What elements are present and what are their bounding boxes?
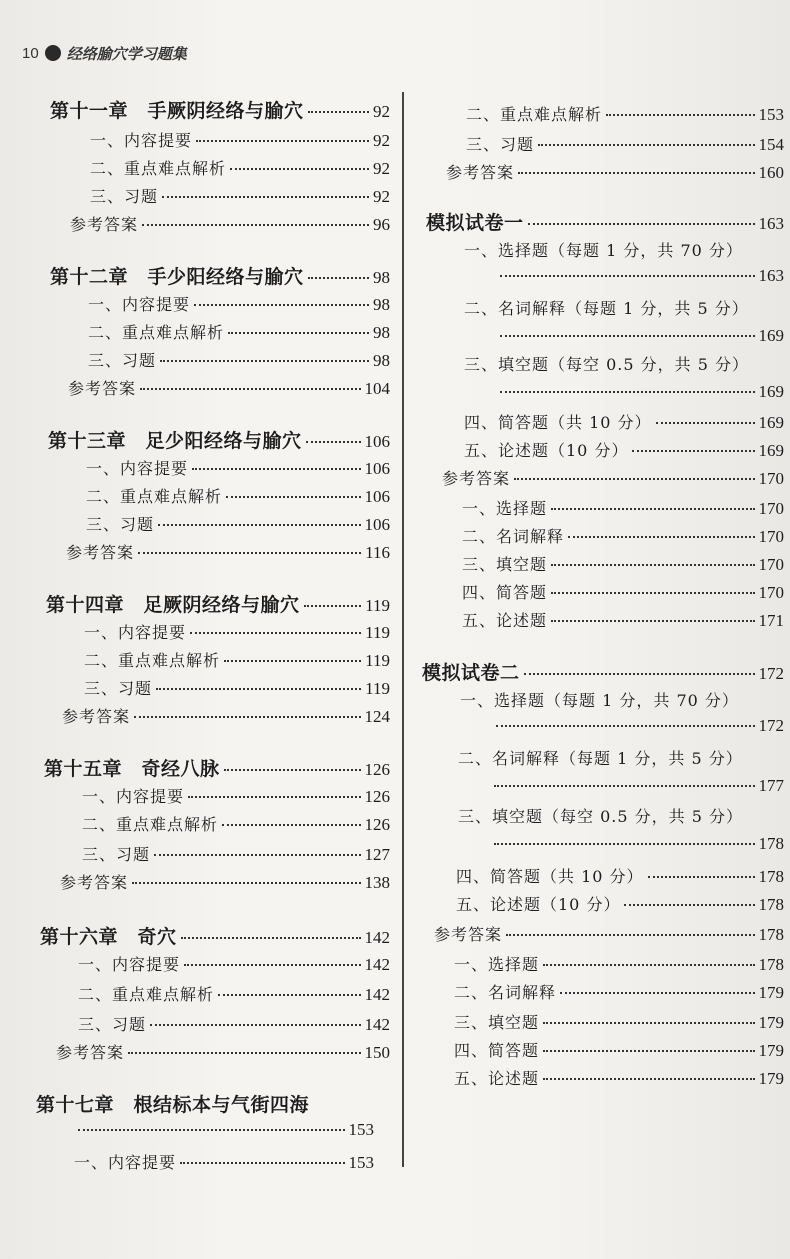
- dot-leader: [162, 196, 369, 198]
- toc-chapter: [422, 658, 784, 685]
- toc-section: [78, 952, 390, 975]
- dot-leader: [524, 673, 755, 675]
- toc-section: [86, 512, 390, 535]
- toc-page-number: 179: [758, 1013, 784, 1032]
- dot-leader: [568, 536, 754, 538]
- toc-section: [464, 410, 784, 433]
- toc-page-number: 170: [758, 527, 784, 546]
- toc-section: [458, 804, 784, 827]
- toc-page-number: 178: [758, 834, 784, 853]
- toc-label: 一、内容提要: [90, 131, 193, 150]
- toc-label: 一、内容提要: [78, 955, 181, 974]
- toc-label: 二、名词解释: [462, 527, 565, 546]
- toc-section-continuation: [500, 382, 784, 402]
- toc-label: 二、重点难点解析: [82, 815, 219, 834]
- toc-label: 参考答案: [442, 469, 511, 488]
- dot-leader: [154, 854, 360, 856]
- dot-leader: [192, 468, 360, 470]
- toc-page-number: 154: [758, 135, 784, 154]
- toc-page-number: 178: [758, 955, 784, 974]
- dot-leader: [518, 172, 754, 174]
- toc-page-number: 172: [758, 716, 784, 735]
- toc-section: [74, 1150, 374, 1173]
- toc-section: [464, 238, 784, 261]
- toc-section: [466, 132, 784, 155]
- toc-page-number: 170: [758, 499, 784, 518]
- toc-section: [454, 952, 784, 975]
- toc-page-number: 119: [365, 679, 390, 698]
- toc-section: [454, 1038, 784, 1061]
- dot-leader: [132, 882, 360, 884]
- toc-page-number: 126: [364, 815, 390, 834]
- toc-label: 第十六章 奇穴: [40, 926, 177, 948]
- toc-label: 五、论述题（10 分）: [456, 895, 621, 914]
- toc-page-number: 142: [364, 1015, 390, 1034]
- toc-page-number: 169: [758, 441, 784, 460]
- toc-section: [454, 1066, 784, 1089]
- toc-page-number: 104: [364, 379, 390, 398]
- toc-page-number: 119: [365, 651, 390, 670]
- toc-section: [90, 156, 390, 179]
- toc-label: 一、内容提要: [88, 295, 191, 314]
- toc-section: [90, 128, 390, 151]
- toc-page-number: 106: [364, 432, 390, 451]
- toc-label: 二、名词解释: [454, 983, 557, 1002]
- toc-label: 五、论述题: [462, 611, 548, 630]
- toc-page-number: 142: [364, 955, 390, 974]
- toc-page-number: 116: [365, 543, 390, 562]
- toc-page-number: 170: [758, 583, 784, 602]
- toc-page-number: 179: [758, 1041, 784, 1060]
- dot-leader: [528, 223, 755, 225]
- dot-leader: [551, 592, 754, 594]
- toc-page-number: 92: [373, 159, 390, 178]
- toc-section: [82, 784, 390, 807]
- dot-leader: [138, 552, 361, 554]
- dot-leader: [500, 275, 755, 277]
- toc-answers: [70, 212, 390, 235]
- toc-section: [90, 184, 390, 207]
- toc-page-number: 106: [364, 487, 390, 506]
- dot-leader: [656, 422, 755, 424]
- toc-page-number: 153: [758, 105, 784, 124]
- toc-section: [78, 1012, 390, 1035]
- toc-chapter: [40, 922, 390, 949]
- toc-page-number: 169: [758, 326, 784, 345]
- dot-leader: [308, 277, 369, 279]
- toc-page-number: 178: [758, 925, 784, 944]
- toc-section: [466, 102, 784, 125]
- toc-section: [462, 580, 784, 603]
- toc-page-number: 163: [758, 214, 784, 233]
- toc-page-number: 126: [364, 787, 390, 806]
- toc-label: 参考答案: [66, 543, 135, 562]
- dot-leader: [494, 785, 755, 787]
- toc-chapter: [46, 590, 390, 617]
- toc-page-number: 119: [365, 623, 390, 642]
- toc-label: 三、习题: [88, 351, 157, 370]
- toc-section: [464, 352, 784, 375]
- toc-label: 第十三章 足少阳经络与腧穴: [48, 430, 302, 452]
- toc-section: [464, 438, 784, 461]
- toc-label: 参考答案: [56, 1043, 125, 1062]
- toc-label: 二、名词解释（每题 1 分，共 5 分）: [458, 749, 743, 768]
- toc-section: [456, 864, 784, 887]
- toc-page-number: 177: [758, 776, 784, 795]
- toc-label: 二、重点难点解析: [90, 159, 227, 178]
- toc-label: 三、习题: [82, 845, 151, 864]
- toc-page-number: 106: [364, 515, 390, 534]
- toc-label: 三、填空题（每空 0.5 分，共 5 分）: [464, 355, 749, 374]
- dot-leader: [551, 620, 754, 622]
- toc-label: 二、重点难点解析: [84, 651, 221, 670]
- toc-label: 一、内容提要: [86, 459, 189, 478]
- toc-page-number: 153: [348, 1153, 374, 1172]
- toc-label: 二、名词解释（每题 1 分，共 5 分）: [464, 299, 749, 318]
- toc-chapter: [426, 208, 784, 235]
- dot-leader: [624, 904, 754, 906]
- toc-section-continuation: [500, 326, 784, 346]
- toc-answers: [56, 1040, 390, 1063]
- toc-page-number: 119: [365, 596, 390, 615]
- toc-page-number: 92: [373, 131, 390, 150]
- toc-section: [454, 980, 784, 1003]
- toc-label: 一、内容提要: [82, 787, 185, 806]
- toc-chapter: [50, 96, 390, 123]
- dot-leader: [218, 994, 360, 996]
- toc-label: 第十四章 足厥阴经络与腧穴: [46, 594, 300, 616]
- dot-leader: [496, 725, 755, 727]
- toc-page-number: 153: [348, 1120, 374, 1139]
- toc-label: 二、重点难点解析: [466, 105, 603, 124]
- toc-label: 四、简答题（共 10 分）: [464, 413, 652, 432]
- toc-page-number: 142: [364, 985, 390, 1004]
- toc-right-column: [404, 0, 790, 1259]
- dot-leader: [180, 1162, 344, 1164]
- dot-leader: [156, 688, 361, 690]
- dot-leader: [128, 1052, 360, 1054]
- dot-leader: [158, 524, 360, 526]
- toc-label: 参考答案: [60, 873, 129, 892]
- toc-page-number: 170: [758, 555, 784, 574]
- toc-label: 四、简答题: [454, 1041, 540, 1060]
- toc-label: 一、内容提要: [84, 623, 187, 642]
- toc-page-number: 170: [758, 469, 784, 488]
- dot-leader: [560, 992, 754, 994]
- toc-label: 二、重点难点解析: [88, 323, 225, 342]
- toc-page-number: 98: [373, 323, 390, 342]
- toc-label: 参考答案: [446, 163, 515, 182]
- toc-page-number: 98: [373, 268, 390, 287]
- toc-page-number: 106: [364, 459, 390, 478]
- toc-answers: [446, 160, 784, 183]
- toc-section: [458, 746, 784, 769]
- toc-chapter: [48, 426, 390, 453]
- toc-page-number: 179: [758, 1069, 784, 1088]
- dot-leader: [648, 876, 755, 878]
- dot-leader: [543, 1050, 754, 1052]
- toc-label: 四、简答题（共 10 分）: [456, 867, 644, 886]
- dot-leader: [224, 660, 361, 662]
- toc-label: 五、论述题（10 分）: [464, 441, 629, 460]
- toc-page-number: 142: [364, 928, 390, 947]
- toc-page-number: 160: [758, 163, 784, 182]
- toc-section: [88, 348, 390, 371]
- toc-section: [462, 524, 784, 547]
- toc-page-number: 178: [758, 895, 784, 914]
- toc-section: [464, 296, 784, 319]
- dot-leader: [308, 111, 369, 113]
- dot-leader: [222, 824, 360, 826]
- toc-section: [86, 484, 390, 507]
- toc-chapter-continuation: [78, 1120, 374, 1140]
- toc-page-number: 163: [758, 266, 784, 285]
- toc-label: 模拟试卷二: [422, 662, 520, 684]
- toc-label: 一、内容提要: [74, 1153, 177, 1172]
- toc-page-number: 179: [758, 983, 784, 1002]
- dot-leader: [226, 496, 360, 498]
- toc-page-number: 169: [758, 413, 784, 432]
- toc-chapter: [36, 1090, 390, 1117]
- dot-leader: [506, 934, 754, 936]
- toc-section: [454, 1010, 784, 1033]
- toc-section-continuation: [494, 834, 784, 854]
- toc-section: [460, 688, 784, 711]
- toc-page-number: 92: [373, 102, 390, 121]
- toc-section-continuation: [500, 266, 784, 286]
- toc-label: 参考答案: [70, 215, 139, 234]
- toc-section: [462, 496, 784, 519]
- toc-label: 五、论述题: [454, 1069, 540, 1088]
- dot-leader: [500, 335, 755, 337]
- dot-leader: [78, 1129, 345, 1131]
- dot-leader: [188, 796, 360, 798]
- toc-label: 三、习题: [90, 187, 159, 206]
- toc-label: 参考答案: [62, 707, 131, 726]
- dot-leader: [304, 605, 362, 607]
- dot-leader: [538, 144, 754, 146]
- toc-label: 模拟试卷一: [426, 212, 524, 234]
- toc-answers: [68, 376, 390, 399]
- toc-section: [456, 892, 784, 915]
- toc-label: 三、习题: [86, 515, 155, 534]
- toc-chapter: [44, 754, 390, 781]
- toc-section: [462, 608, 784, 631]
- dot-leader: [543, 1078, 754, 1080]
- toc-section-continuation: [494, 776, 784, 796]
- dot-leader: [543, 1022, 754, 1024]
- page-number: 10: [22, 44, 39, 62]
- toc-section: [88, 292, 390, 315]
- toc-label: 三、习题: [84, 679, 153, 698]
- dot-leader: [196, 140, 369, 142]
- toc-label: 三、习题: [78, 1015, 147, 1034]
- toc-page-number: 124: [364, 707, 390, 726]
- toc-label: 二、重点难点解析: [86, 487, 223, 506]
- toc-answers: [442, 466, 784, 489]
- dot-leader: [181, 937, 361, 939]
- dot-leader: [551, 564, 754, 566]
- dot-leader: [551, 508, 754, 510]
- dot-leader: [230, 168, 369, 170]
- toc-label: 三、填空题: [462, 555, 548, 574]
- toc-page-number: 178: [758, 867, 784, 886]
- toc-page-number: 127: [364, 845, 390, 864]
- toc-page-number: 150: [364, 1043, 390, 1062]
- dot-leader: [514, 478, 754, 480]
- toc-page-number: 92: [373, 187, 390, 206]
- toc-answers: [434, 922, 784, 945]
- dot-leader: [150, 1024, 360, 1026]
- toc-label: 三、习题: [466, 135, 535, 154]
- toc-page-number: 98: [373, 351, 390, 370]
- toc-page-number: 172: [758, 664, 784, 683]
- toc-label: 第十一章 手厥阴经络与腧穴: [50, 100, 304, 122]
- toc-label: 一、选择题: [454, 955, 540, 974]
- toc-label: 二、重点难点解析: [78, 985, 215, 1004]
- toc-section-continuation: [496, 716, 784, 736]
- toc-page-number: 98: [373, 295, 390, 314]
- toc-label: 四、简答题: [462, 583, 548, 602]
- toc-label: 一、选择题: [462, 499, 548, 518]
- dot-leader: [190, 632, 361, 634]
- dot-leader: [194, 304, 369, 306]
- toc-section: [84, 648, 390, 671]
- book-title: 经络腧穴学习题集: [66, 44, 187, 63]
- toc-answers: [66, 540, 390, 563]
- toc-label: 三、填空题（每空 0.5 分，共 5 分）: [458, 807, 743, 826]
- toc-label: 第十七章 根结标本与气街四海: [36, 1094, 310, 1116]
- toc-section: [82, 842, 390, 865]
- dot-leader: [134, 716, 360, 718]
- dot-leader: [142, 224, 369, 226]
- toc-page-number: 126: [364, 760, 390, 779]
- dot-leader: [184, 964, 360, 966]
- toc-page-number: 169: [758, 382, 784, 401]
- toc-section: [88, 320, 390, 343]
- toc-label: 第十五章 奇经八脉: [44, 758, 220, 780]
- dot-leader: [500, 391, 755, 393]
- toc-left-column: [0, 0, 390, 1259]
- toc-section: [462, 552, 784, 575]
- dot-leader: [543, 964, 754, 966]
- dot-leader: [160, 360, 369, 362]
- toc-label: 参考答案: [434, 925, 503, 944]
- dot-leader: [140, 388, 360, 390]
- toc-page-number: 138: [364, 873, 390, 892]
- toc-section: [78, 982, 390, 1005]
- toc-label: 第十二章 手少阳经络与腧穴: [50, 266, 304, 288]
- dot-leader: [228, 332, 369, 334]
- dot-leader: [494, 843, 755, 845]
- toc-label: 参考答案: [68, 379, 137, 398]
- toc-answers: [62, 704, 390, 727]
- dot-leader: [606, 114, 754, 116]
- toc-label: 一、选择题（每题 1 分，共 70 分）: [460, 691, 739, 710]
- toc-section: [84, 676, 390, 699]
- toc-section: [82, 812, 390, 835]
- toc-label: 三、填空题: [454, 1013, 540, 1032]
- toc-chapter: [50, 262, 390, 289]
- toc-page-number: 171: [758, 611, 784, 630]
- toc-answers: [60, 870, 390, 893]
- toc-label: 一、选择题（每题 1 分，共 70 分）: [464, 241, 743, 260]
- dot-leader: [632, 450, 754, 452]
- toc-page-number: 96: [373, 215, 390, 234]
- dot-leader: [306, 441, 361, 443]
- dot-leader: [224, 769, 361, 771]
- toc-section: [84, 620, 390, 643]
- toc-section: [86, 456, 390, 479]
